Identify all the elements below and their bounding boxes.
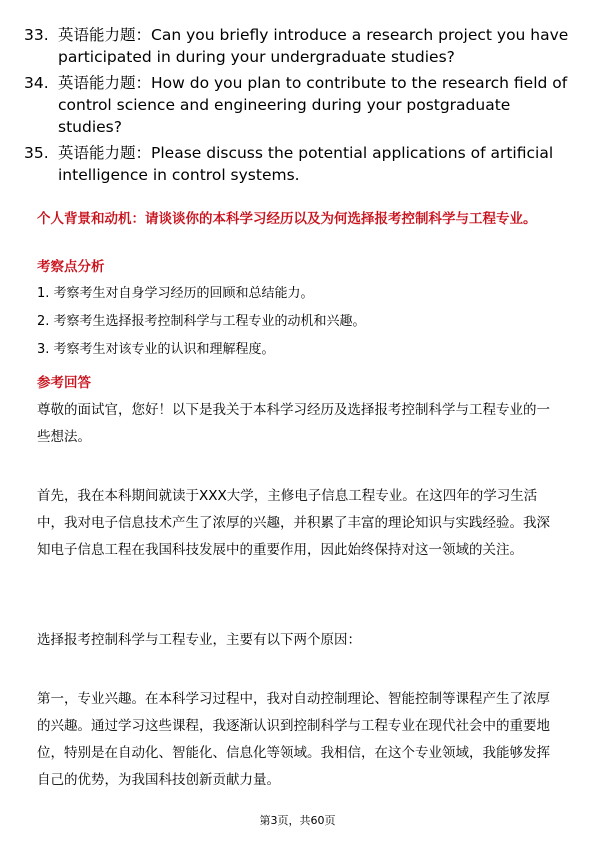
question-number: 34. [24, 74, 49, 92]
answer-paragraph: 选择报考控制科学与工程专业，主要有以下两个原因： [37, 632, 361, 648]
question-item [24, 72, 572, 138]
question-text: 英语能力题：Can you briefly introduce a research project you have participated in during your undergraduate studies? [58, 26, 569, 66]
question-item [24, 142, 572, 186]
question-item [24, 24, 572, 68]
page-number: 第3页，共60页 [259, 814, 336, 827]
question-number: 35. [24, 144, 49, 162]
answer-heading: 参考回答 [37, 375, 91, 391]
question-text: 英语能力题：Please discuss the potential applications of artificial intelligence in control systems. [58, 144, 554, 184]
answer-paragraph: 首先，我在本科期间就读于XXX大学，主修电子信息工程专业。在这四年的学习生活中，我对电子信息技术产生了浓厚的兴趣，并积累了丰富的理论知识与实践经验。我深知电子信息工程在我国科技发展中的重要作用，因此始终保持对这一领域的关注。 [37, 488, 550, 558]
question-list [24, 24, 572, 190]
answer-paragraph: 尊敬的面试官，您好！以下是我关于本科学习经历及选择报考控制科学与工程专业的一些想法。 [37, 402, 550, 445]
question-number: 33. [24, 26, 49, 44]
topic-heading: 个人背景和动机：请谈谈你的本科学习经历以及为何选择报考控制科学与工程专业。 [37, 211, 537, 227]
analysis-item: 1. 考察考生对自身学习经历的回顾和总结能力。 [37, 286, 314, 301]
analysis-item: 2. 考察考生选择报考控制科学与工程专业的动机和兴趣。 [37, 314, 366, 329]
question-text: 英语能力题：How do you plan to contribute to the research field of control science and engineering during your postgraduate studies? [58, 74, 568, 136]
analysis-item: 3. 考察考生对该专业的认识和理解程度。 [37, 342, 275, 357]
answer-paragraph: 第一，专业兴趣。在本科学习过程中，我对自动控制理论、智能控制等课程产生了浓厚的兴趣。通过学习这些课程，我逐渐认识到控制科学与工程专业在现代社会中的重要地位，特别是在自动化、智能化、信息化等领域。我相信，在这个专业领域，我能够发挥自己的优势，为我国科技创新贡献力量。 [37, 691, 550, 788]
analysis-heading: 考察点分析 [37, 259, 105, 275]
